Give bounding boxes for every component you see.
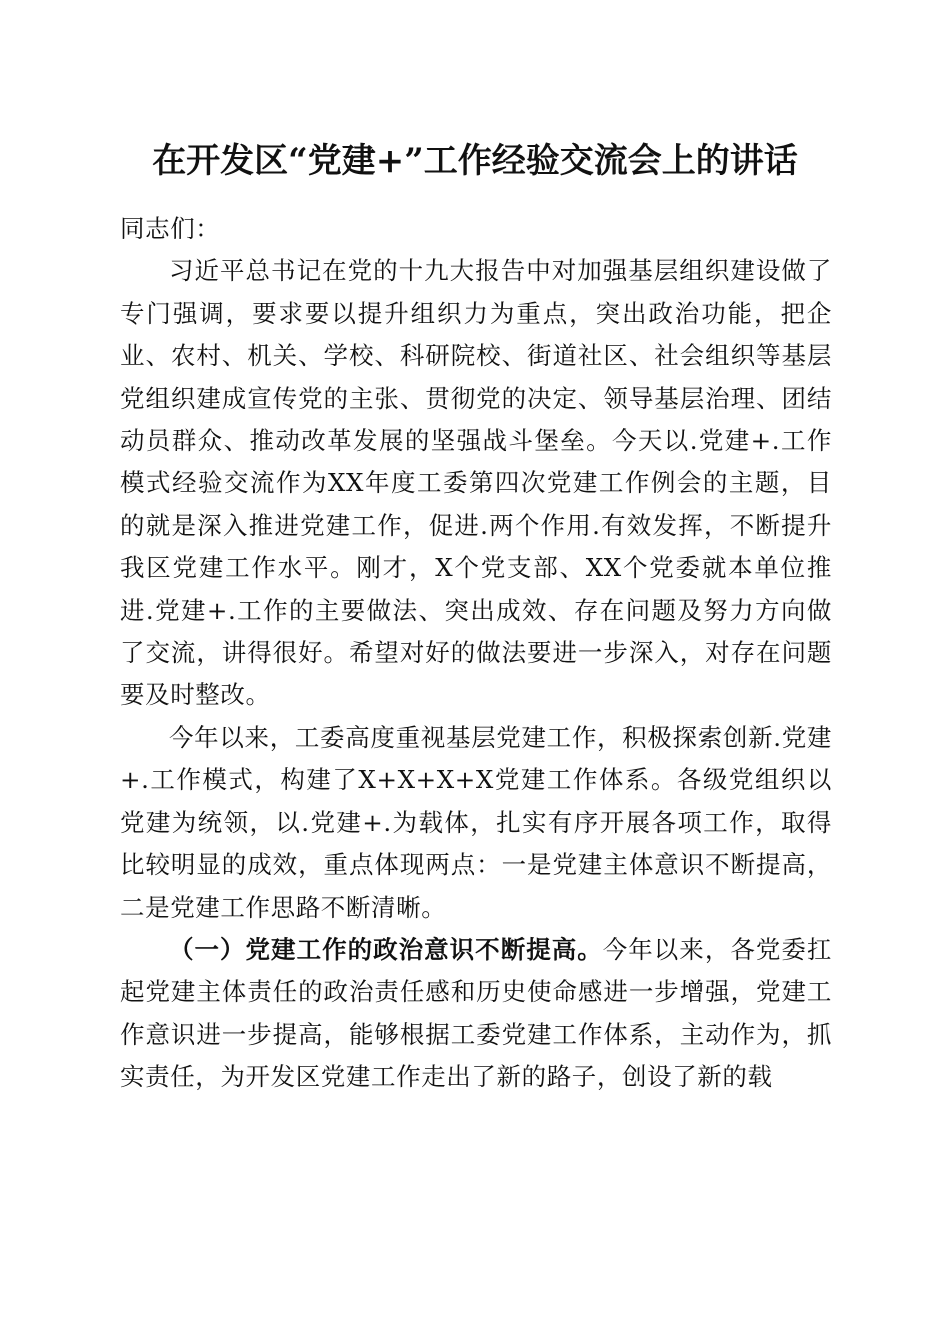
section-1-paragraph [120, 929, 832, 1099]
section-1-text: 今年以来，各党委扛起党建主体责任的政治责任感和历史使命感进一步增强，党建工作意识进一步提高，能够根据工委党建工作体系，主动作为，抓实责任，为开发区党建工作走出了新的路子，创设了新的载 [120, 934, 832, 1092]
salutation: 同志们： [120, 214, 221, 243]
document-body [120, 208, 832, 1099]
paragraph-1: 习近平总书记在党的十九大报告中对加强基层组织建设做了专门强调，要求要以提升组织力为重点，突出政治功能，把企业、农村、机关、学校、科研院校、街道社区、社会组织等基层党组织建成宣传党的主张、贯彻党的决定、领导基层治理、团结动员群众、推动改革发展的坚强战斗堡垒。今天以.党建+.工作模式经验交流作为XX年度工委第四次党建工作例会的主题，目的就是深入推进党建工作，促进.两个作用.有效发挥，不断提升我区党建工作水平。刚才，X个党支部、XX个党委就本单位推进.党建+.工作的主要做法、突出成效、存在问题及努力方向做了交流，讲得很好。希望对好的做法要进一步深入，对存在问题要及时整改。 [120, 256, 832, 710]
paragraph-2: 今年以来，工委高度重视基层党建工作，积极探索创新.党建+.工作模式，构建了X+X+X+X党建工作体系。各级党组织以党建为统领，以.党建+.为载体，扎实有序开展各项工作，取得比较明显的成效，重点体现两点：一是党建主体意识不断提高，二是党建工作思路不断清晰。 [120, 722, 832, 922]
section-1-heading: （一）党建工作的政治意识不断提高。 [169, 934, 603, 964]
document-title: 在开发区“党建+”工作经验交流会上的讲话 [152, 141, 798, 181]
